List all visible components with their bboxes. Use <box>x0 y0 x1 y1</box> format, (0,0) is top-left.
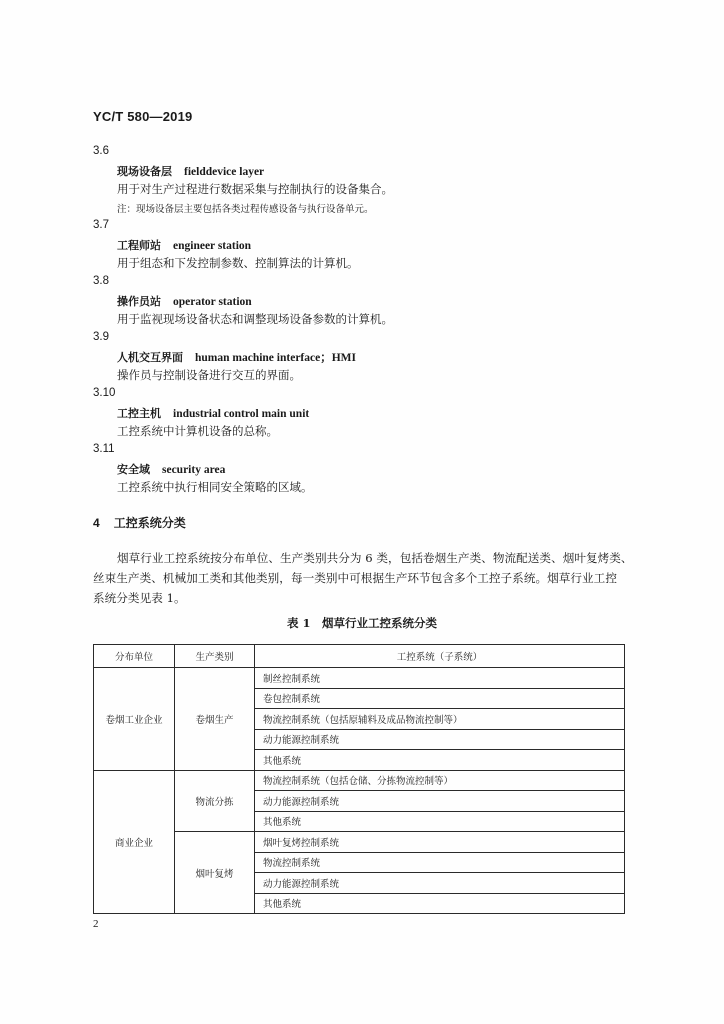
header-cell: 生产类别 <box>175 645 255 668</box>
term-title <box>117 163 264 179</box>
unit-cell: 商业企业 <box>94 770 175 914</box>
system-cell: 卷包控制系统 <box>255 688 625 709</box>
section-heading <box>93 514 186 531</box>
term-definition: 操作员与控制设备进行交互的界面。 <box>117 368 301 382</box>
paragraph-line: 丝束生产类、机械加工类和其他类别，每一类别中可根据生产环节包含多个工控子系统。烟草行业工控 <box>93 571 617 585</box>
term-cn: 现场设备层 <box>117 165 172 178</box>
category-cell: 卷烟生产 <box>175 668 255 771</box>
classification-table <box>93 644 625 914</box>
term-definition: 用于监视现场设备状态和调整现场设备参数的计算机。 <box>117 312 393 326</box>
document-code: YC/T 580—2019 <box>93 109 193 124</box>
term-en: human machine interface；HMI <box>195 352 356 364</box>
term-number: 3.9 <box>93 331 109 343</box>
system-cell: 其他系统 <box>255 750 625 771</box>
term-definition: 用于组态和下发控制参数、控制算法的计算机。 <box>117 256 359 270</box>
unit-cell: 卷烟工业企业 <box>94 668 175 771</box>
term-en: industrial control main unit <box>173 408 310 420</box>
system-cell: 物流控制系统（包括原辅料及成品物流控制等） <box>255 709 625 730</box>
table-row <box>94 770 625 791</box>
term-cn: 工控主机 <box>117 407 161 420</box>
section-number: 4 <box>93 516 100 530</box>
system-cell: 烟叶复烤控制系统 <box>255 832 625 853</box>
term-title <box>117 461 225 477</box>
term-cn: 安全域 <box>117 463 150 476</box>
term-title <box>117 405 309 421</box>
section-title: 工控系统分类 <box>113 516 186 530</box>
term-cn: 工程师站 <box>117 239 161 252</box>
term-definition: 工控系统中执行相同安全策略的区域。 <box>117 480 313 494</box>
term-title <box>117 237 251 253</box>
system-cell: 物流控制系统（包括仓储、分拣物流控制等） <box>255 770 625 791</box>
system-cell: 其他系统 <box>255 811 625 832</box>
term-number: 3.10 <box>93 387 116 399</box>
term-number: 3.8 <box>93 275 109 287</box>
system-cell: 物流控制系统 <box>255 852 625 873</box>
table-row <box>94 668 625 689</box>
term-en: operator station <box>173 296 252 308</box>
term-en: engineer station <box>173 240 252 252</box>
term-definition: 用于对生产过程进行数据采集与控制执行的设备集合。 <box>117 182 393 196</box>
term-definition: 工控系统中计算机设备的总称。 <box>117 424 278 438</box>
paragraph-line: 系统分类见表 1。 <box>93 591 186 605</box>
term-en: fielddevice layer <box>184 166 265 178</box>
term-number: 3.6 <box>93 145 109 157</box>
category-cell: 物流分拣 <box>175 770 255 832</box>
term-title <box>117 349 356 365</box>
term-en: security area <box>162 464 226 476</box>
table-caption: 表 1 烟草行业工控系统分类 <box>286 616 437 630</box>
system-cell: 动力能源控制系统 <box>255 791 625 812</box>
page-number: 2 <box>93 918 99 930</box>
header-cell: 分布单位 <box>94 645 175 668</box>
term-cn: 人机交互界面 <box>117 351 183 364</box>
header-cell: 工控系统（子系统） <box>255 645 625 668</box>
term-number: 3.11 <box>93 443 115 455</box>
term-cn: 操作员站 <box>117 295 161 308</box>
system-cell: 动力能源控制系统 <box>255 729 625 750</box>
table-header-row <box>94 645 625 668</box>
category-cell: 烟叶复烤 <box>175 832 255 914</box>
term-note: 注：现场设备层主要包括各类过程传感设备与执行设备单元。 <box>117 204 374 215</box>
system-cell: 制丝控制系统 <box>255 668 625 689</box>
term-title <box>117 293 252 309</box>
system-cell: 其他系统 <box>255 893 625 914</box>
paragraph-line: 烟草行业工控系统按分布单位、生产类别共分为 6 类，包括卷烟生产类、物流配送类、烟叶复烤类、 <box>117 551 633 565</box>
term-number: 3.7 <box>93 219 109 231</box>
system-cell: 动力能源控制系统 <box>255 873 625 894</box>
